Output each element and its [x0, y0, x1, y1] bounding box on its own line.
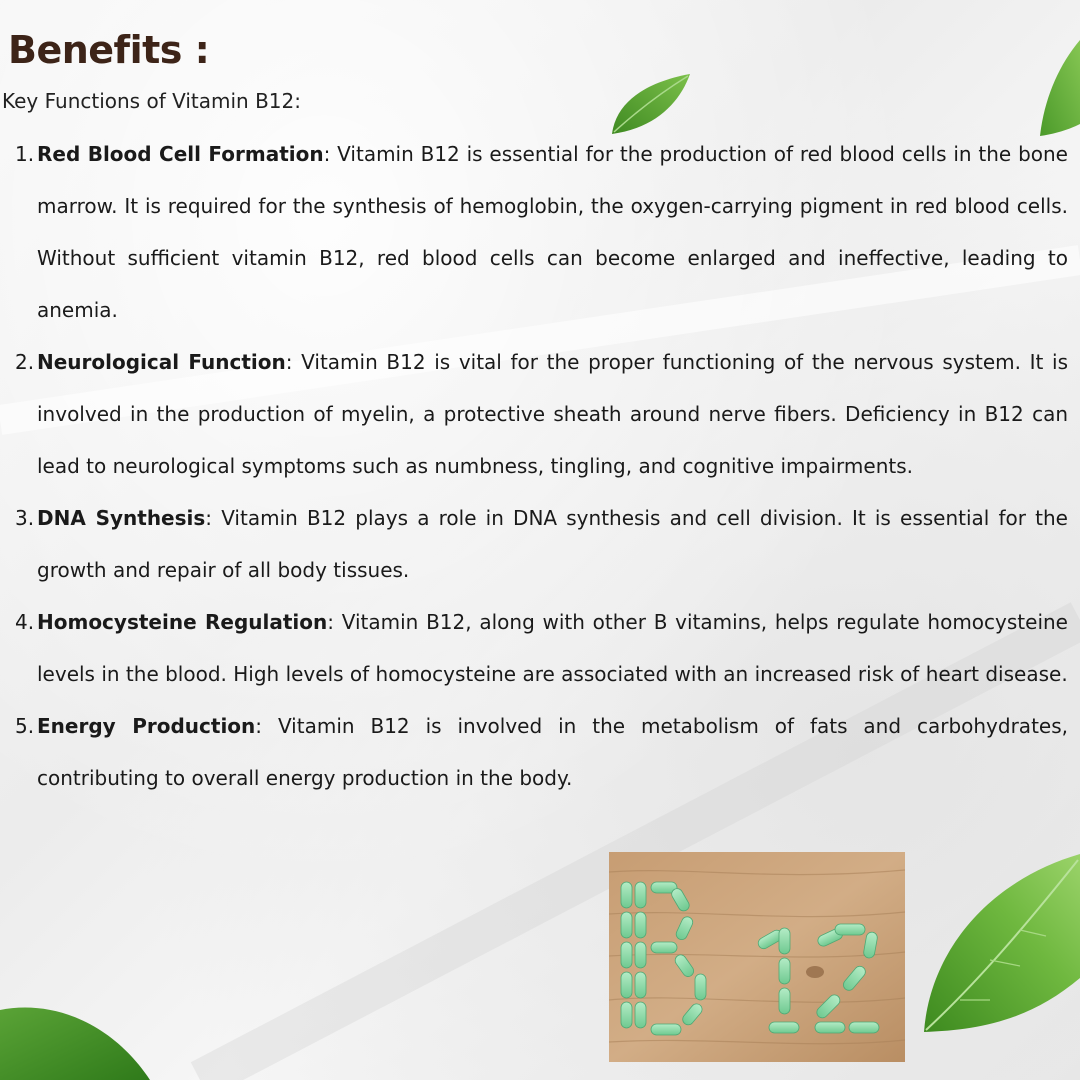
benefit-list: [15, 128, 1068, 804]
item-number: 2.: [15, 350, 35, 374]
item-text: : Vitamin B12 is essential for the production of red blood cells in the bone marrow. It is required for the synthesis of hemoglobin, the oxygen-carrying pigment in red blood cells. Without sufficient vitamin B12, red blood cells can become enlarged and ineffective, leading to anemia.: [37, 142, 1068, 322]
benefit-item-homocysteine: [15, 596, 1068, 700]
benefit-item-red-blood-cell: [15, 128, 1068, 336]
item-text: : Vitamin B12, along with other B vitamins, helps regulate homocysteine levels in the blood. High levels of homocysteine are associated with an increased risk of heart disease.: [37, 610, 1068, 686]
item-text: : Vitamin B12 is vital for the proper functioning of the nervous system. It is involved in the production of myelin, a protective sheath around nerve fibers. Deficiency in B12 can lead to neurological symptoms such as numbness, tingling, and cognitive impairments.: [37, 350, 1068, 478]
item-title: Homocysteine Regulation: [37, 610, 328, 634]
item-title: DNA Synthesis: [37, 506, 206, 530]
item-title: Neurological Function: [37, 350, 286, 374]
item-number: 3.: [15, 506, 35, 530]
leaf-icon: [920, 850, 1080, 1036]
benefit-item-dna: [15, 492, 1068, 596]
item-number: 1.: [15, 142, 35, 166]
leaf-icon: [1038, 40, 1080, 140]
leaf-icon: [606, 68, 696, 140]
item-text: : Vitamin B12 is involved in the metabolism of fats and carbohydrates, contributing to overall energy production in the body.: [37, 714, 1068, 790]
benefit-item-energy: [15, 700, 1068, 804]
item-title: Energy Production: [37, 714, 256, 738]
leaf-icon: [0, 1000, 150, 1080]
item-text: : Vitamin B12 plays a role in DNA synthesis and cell division. It is essential for the growth and repair of all body tissues.: [37, 506, 1068, 582]
item-title: Red Blood Cell Formation: [37, 142, 324, 166]
b12-pills-image: [609, 852, 905, 1062]
subheading: Key Functions of Vitamin B12:: [2, 89, 301, 113]
page-title: Benefits :: [8, 28, 210, 72]
item-number: 4.: [15, 610, 35, 634]
benefit-item-neurological: [15, 336, 1068, 492]
item-number: 5.: [15, 714, 35, 738]
pill-letters-photo: [609, 852, 905, 1062]
